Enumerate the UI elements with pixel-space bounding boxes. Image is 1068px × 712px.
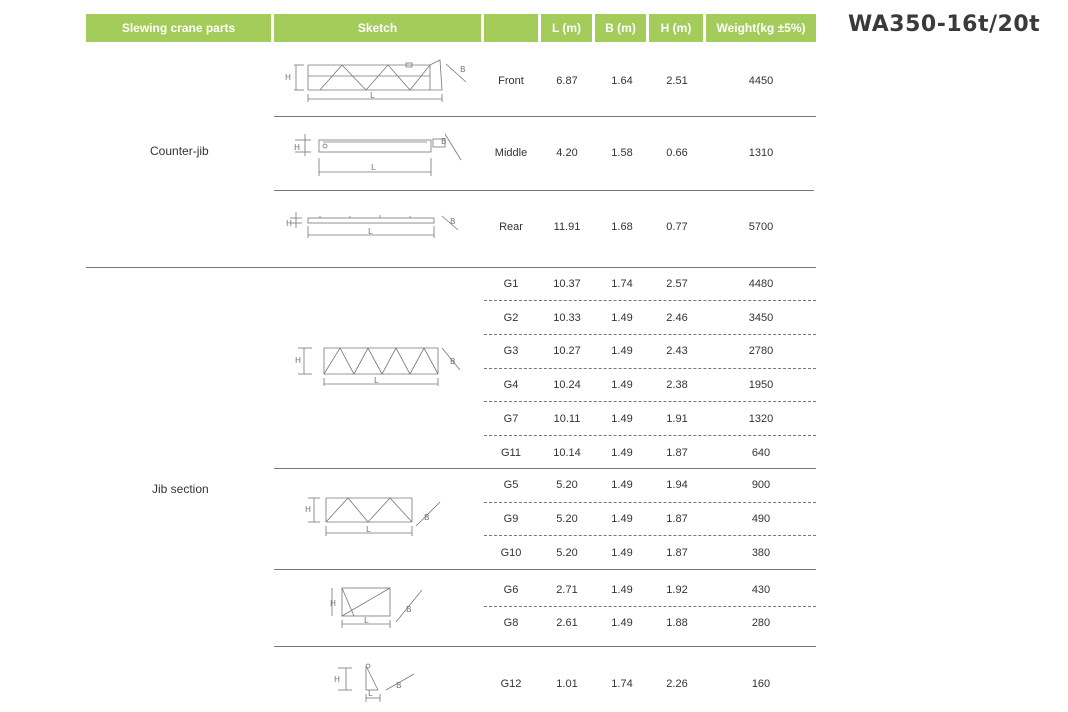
group-label-jib-section: Jib section: [152, 482, 209, 496]
part-name: G1: [503, 278, 519, 290]
height-value: 0.66: [666, 147, 688, 159]
length-value: 2.71: [556, 584, 578, 596]
row-divider: [274, 569, 816, 570]
header-h: H (m): [649, 14, 703, 42]
sketch-b-label: B: [396, 681, 402, 690]
weight-value: 1310: [748, 147, 774, 159]
group-label-counter-jib: Counter-jib: [150, 144, 209, 158]
height-value: 2.43: [666, 345, 688, 357]
width-value: 1.49: [611, 447, 633, 459]
height-value: 0.77: [666, 221, 688, 233]
sketch-h-label: H: [285, 73, 292, 82]
sketch-l-label: L: [366, 525, 371, 534]
sketch-h-label: H: [330, 599, 337, 608]
width-value: 1.49: [611, 479, 633, 491]
part-name: G11: [501, 447, 521, 459]
height-value: 1.94: [666, 479, 688, 491]
sketch-l-label: L: [370, 91, 375, 100]
width-value: 1.49: [611, 617, 633, 629]
sketch-counter-jib-front: [280, 56, 480, 106]
part-name: G5: [503, 479, 519, 491]
sketch-l-label: L: [374, 376, 379, 385]
sketch-l-label: L: [371, 163, 376, 172]
length-value: 5.20: [556, 513, 578, 525]
sketch-b-label: B: [450, 357, 456, 366]
sketch-b-label: B: [460, 65, 466, 74]
page-title: WA350-16t/20t: [848, 12, 1041, 37]
height-value: 2.57: [666, 278, 688, 290]
part-name: G12: [500, 678, 522, 690]
header-name-blank: [484, 14, 538, 42]
header-l: L (m): [541, 14, 592, 42]
row-divider-dashed: [484, 334, 816, 335]
row-divider-dashed: [484, 435, 816, 436]
height-value: 1.91: [666, 413, 688, 425]
length-value: 10.24: [553, 379, 581, 391]
length-value: 4.20: [556, 147, 578, 159]
part-name: G6: [503, 584, 519, 596]
sketch-b-label: B: [441, 137, 447, 146]
weight-value: 4480: [748, 278, 774, 290]
row-divider-dashed: [484, 502, 816, 503]
sketch-h-label: H: [334, 675, 341, 684]
height-value: 1.92: [666, 584, 688, 596]
row-divider: [274, 468, 816, 469]
length-value: 10.37: [553, 278, 581, 290]
length-value: 10.27: [553, 345, 581, 357]
sketch-jib-g5-g10: [300, 490, 460, 540]
row-divider: [274, 646, 816, 647]
width-value: 1.58: [611, 147, 633, 159]
weight-value: 1320: [748, 413, 774, 425]
part-name: Middle: [494, 147, 528, 159]
part-name: G7: [503, 413, 519, 425]
header-weight: Weight(kg ±5%): [706, 14, 816, 42]
height-value: 2.26: [666, 678, 688, 690]
part-name: G4: [503, 379, 519, 391]
header-part: Slewing crane parts: [86, 14, 271, 42]
length-value: 1.01: [556, 678, 578, 690]
weight-value: 4450: [748, 75, 774, 87]
width-value: 1.74: [611, 278, 633, 290]
weight-value: 380: [751, 547, 771, 559]
part-name: G8: [503, 617, 519, 629]
part-name: Front: [498, 75, 524, 87]
sketch-l-label: L: [364, 616, 369, 625]
weight-value: 3450: [748, 312, 774, 324]
weight-value: 640: [751, 447, 771, 459]
length-value: 6.87: [556, 75, 578, 87]
part-name: G2: [503, 312, 519, 324]
sketch-h-label: H: [286, 219, 293, 228]
weight-value: 5700: [748, 221, 774, 233]
sketch-b-label: B: [424, 513, 430, 522]
row-divider-dashed: [484, 368, 816, 369]
length-value: 10.33: [553, 312, 581, 324]
height-value: 2.51: [666, 75, 688, 87]
sketch-h-label: H: [294, 143, 301, 152]
height-value: 1.87: [666, 513, 688, 525]
width-value: 1.49: [611, 379, 633, 391]
length-value: 10.14: [553, 447, 581, 459]
sketch-h-label: H: [295, 356, 302, 365]
height-value: 1.88: [666, 617, 688, 629]
row-divider-dashed: [484, 606, 816, 607]
weight-value: 490: [751, 513, 771, 525]
row-divider-dashed: [484, 401, 816, 402]
sketch-b-label: B: [406, 605, 412, 614]
length-value: 2.61: [556, 617, 578, 629]
height-value: 2.46: [666, 312, 688, 324]
length-value: 10.11: [553, 413, 581, 425]
sketch-jib-g1-g11: [290, 340, 480, 390]
width-value: 1.49: [611, 413, 633, 425]
sketch-counter-jib-middle: [285, 128, 485, 184]
height-value: 1.87: [666, 447, 688, 459]
weight-value: 900: [751, 479, 771, 491]
group-divider: [86, 267, 816, 268]
row-divider-dashed: [484, 300, 816, 301]
sketch-counter-jib-rear: [280, 206, 480, 246]
row-divider-dashed: [484, 535, 816, 536]
header-b: B (m): [595, 14, 646, 42]
length-value: 5.20: [556, 547, 578, 559]
sketch-h-label: H: [305, 505, 312, 514]
weight-value: 160: [751, 678, 771, 690]
row-divider: [274, 190, 814, 191]
sketch-b-label: B: [450, 217, 456, 226]
width-value: 1.49: [611, 345, 633, 357]
height-value: 1.87: [666, 547, 688, 559]
weight-value: 2780: [748, 345, 774, 357]
weight-value: 280: [751, 617, 771, 629]
row-divider: [274, 116, 816, 117]
width-value: 1.49: [611, 312, 633, 324]
width-value: 1.49: [611, 547, 633, 559]
width-value: 1.74: [611, 678, 633, 690]
length-value: 11.91: [553, 221, 581, 233]
part-name: Rear: [499, 221, 523, 233]
width-value: 1.64: [611, 75, 633, 87]
sketch-jib-g12: [328, 660, 448, 706]
length-value: 5.20: [556, 479, 578, 491]
sketch-l-label: L: [368, 227, 373, 236]
sketch-l-label: L: [368, 689, 373, 698]
sketch-jib-g6-g8: [326, 582, 446, 632]
width-value: 1.49: [611, 513, 633, 525]
weight-value: 430: [751, 584, 771, 596]
part-name: G10: [500, 547, 522, 559]
width-value: 1.49: [611, 584, 633, 596]
header-sketch: Sketch: [274, 14, 481, 42]
weight-value: 1950: [748, 379, 774, 391]
height-value: 2.38: [666, 379, 688, 391]
width-value: 1.68: [611, 221, 633, 233]
part-name: G9: [503, 513, 519, 525]
part-name: G3: [503, 345, 519, 357]
